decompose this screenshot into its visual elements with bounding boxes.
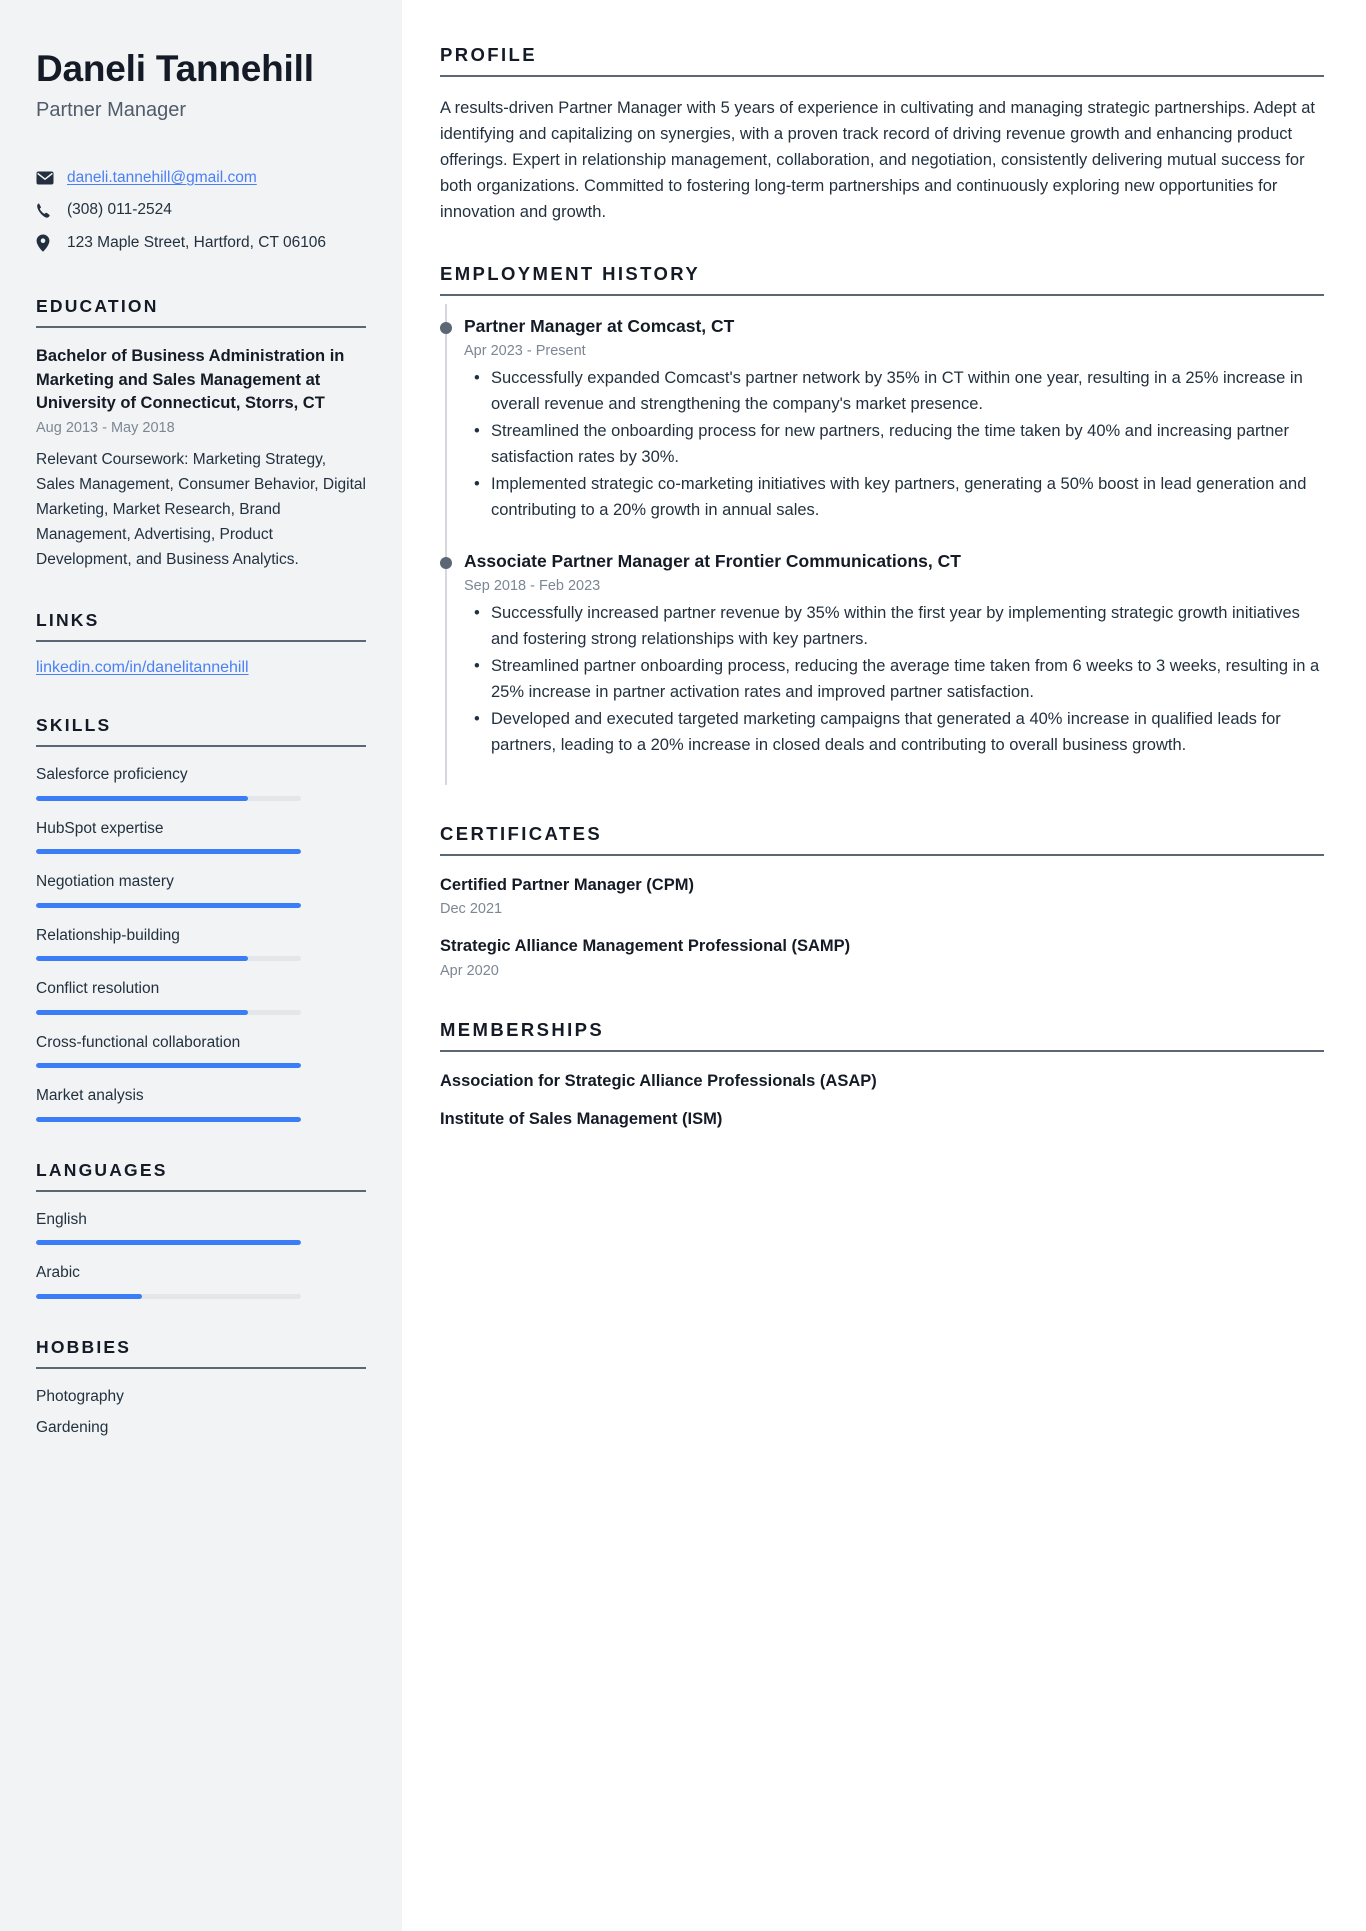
employment-bullet: • Successfully increased partner revenue by 35% within the first year by implementing strategic growth initiatives and fostering strong relationships with key partners. <box>491 601 1324 653</box>
hobbies-heading: HOBBIES <box>36 1336 132 1357</box>
list-item <box>36 659 366 677</box>
skill-level-fill <box>36 796 248 801</box>
skill-level-bar <box>36 956 301 961</box>
language-level-bar <box>36 1294 301 1299</box>
hobbies-list <box>36 1386 366 1440</box>
hobby-item: Gardening <box>36 1419 109 1437</box>
certificates-heading: CERTIFICATES <box>440 822 603 844</box>
memberships-section <box>440 1019 1324 1132</box>
profile-heading: PROFILE <box>440 44 537 65</box>
certificate-name: Strategic Alliance Management Professional (SAMP) <box>440 937 851 956</box>
skill-level-fill <box>36 903 301 908</box>
skill-level-fill <box>36 956 248 961</box>
sidebar <box>0 0 402 1931</box>
certificate-item <box>440 874 1324 920</box>
job-title-subtitle: Partner Manager <box>36 98 187 121</box>
skill-label: Conflict resolution <box>36 980 160 998</box>
section-divider <box>36 1190 366 1192</box>
languages-heading: LANGUAGES <box>36 1159 168 1180</box>
employment-dates: Sep 2018 - Feb 2023 <box>464 577 601 594</box>
page-title: Daneli Tannehill <box>36 48 314 89</box>
language-label: English <box>36 1210 87 1228</box>
skill-level-bar <box>36 1117 301 1122</box>
skills-section <box>36 715 366 1121</box>
section-divider <box>36 640 366 642</box>
employment-bullet-list <box>464 601 1324 758</box>
skill-level-bar <box>36 1063 301 1068</box>
employment-bullet: • Streamlined partner onboarding process, reducing the average time taken from 6 weeks to 3 weeks, resulting in a 25% increase in partner activation rates and improved partner satisfaction. <box>491 654 1324 706</box>
section-divider <box>36 745 366 747</box>
education-description: Relevant Coursework: Marketing Strategy, Sales Management, Consumer Behavior, Digital Marketing, Market Research, Brand Management, Advertising, Product Development, and Business Analytics. <box>36 450 366 569</box>
education-entry <box>36 345 366 572</box>
employment-bullet: • Streamlined the onboarding process for new partners, reducing the time taken by 40% and increasing partner satisfaction rates by 30%. <box>491 419 1324 471</box>
language-label: Arabic <box>36 1264 80 1282</box>
skill-item <box>36 978 366 1014</box>
contact-email-row[interactable] <box>36 167 366 189</box>
contact-address-row <box>36 232 366 254</box>
section-divider <box>440 75 1324 77</box>
language-level-fill <box>36 1294 142 1299</box>
skill-level-bar <box>36 903 301 908</box>
section-divider <box>440 1050 1324 1052</box>
links-section <box>36 610 366 677</box>
hobby-item: Photography <box>36 1387 124 1405</box>
skill-item <box>36 871 366 907</box>
memberships-list <box>440 1070 1324 1132</box>
hobbies-section <box>36 1337 366 1440</box>
skill-level-fill <box>36 1010 248 1015</box>
employment-bullet-list <box>464 366 1324 523</box>
language-item <box>36 1209 366 1245</box>
membership-item: Association for Strategic Alliance Professionals (ASAP) <box>440 1072 877 1091</box>
skill-level-fill <box>36 849 301 854</box>
skill-item <box>36 764 366 800</box>
timeline-dot-icon <box>440 557 452 569</box>
skill-label: Market analysis <box>36 1087 144 1105</box>
section-divider <box>440 294 1324 296</box>
memberships-heading: MEMBERSHIPS <box>440 1019 605 1041</box>
certificates-section <box>440 823 1324 981</box>
membership-item: Institute of Sales Management (ISM) <box>440 1110 723 1129</box>
employment-bullet: • Successfully expanded Comcast's partner network by 35% in CT within one year, resulting in a 25% increase in overall revenue and strengthening the company's market presence. <box>491 366 1324 418</box>
certificate-date: Dec 2021 <box>440 901 503 918</box>
skill-label: Salesforce proficiency <box>36 766 188 784</box>
skill-label: Cross-functional collaboration <box>36 1033 241 1051</box>
skill-level-bar <box>36 796 301 801</box>
education-degree: Bachelor of Business Administration in Marketing and Sales Management at University of Connecticut, Storrs, CT <box>36 347 345 413</box>
profile-section <box>440 44 1324 225</box>
employment-heading: EMPLOYMENT HISTORY <box>440 263 701 285</box>
employment-timeline <box>440 314 1324 784</box>
employment-dates: Apr 2023 - Present <box>464 342 586 359</box>
skill-label: Negotiation mastery <box>36 873 174 891</box>
employment-entry <box>440 314 1324 549</box>
employment-job-title: Partner Manager at Comcast, CT <box>464 316 735 337</box>
skill-level-fill <box>36 1117 301 1122</box>
section-divider <box>440 854 1324 856</box>
contact-list <box>36 167 366 254</box>
languages-section <box>36 1160 366 1299</box>
language-item <box>36 1262 366 1298</box>
skills-list <box>36 764 366 1121</box>
employment-section <box>440 263 1324 784</box>
employment-bullet: • Developed and executed targeted marketing campaigns that generated a 40% increase in qualified leads for partners, leading to a 20% increase in closed deals and contributing to overall business growth. <box>491 707 1324 759</box>
skill-label: Relationship-building <box>36 926 180 944</box>
timeline-dot-icon <box>440 322 452 334</box>
phone-value: (308) 011-2524 <box>67 201 172 219</box>
links-heading: LINKS <box>36 610 100 631</box>
education-heading: EDUCATION <box>36 296 159 317</box>
address-value: 123 Maple Street, Hartford, CT 06106 <box>67 233 327 251</box>
section-divider <box>36 1367 366 1369</box>
employment-job-title: Associate Partner Manager at Frontier Communications, CT <box>464 551 961 572</box>
skill-level-bar <box>36 849 301 854</box>
languages-list <box>36 1209 366 1299</box>
linkedin-link[interactable]: linkedin.com/in/danelitannehill <box>36 659 249 677</box>
skill-item <box>36 818 366 854</box>
skills-heading: SKILLS <box>36 715 112 736</box>
section-divider <box>36 326 366 328</box>
envelope-icon <box>36 169 56 187</box>
phone-icon <box>36 202 56 220</box>
email-link[interactable]: daneli.tannehill@gmail.com <box>67 168 257 186</box>
certificate-item <box>440 935 1324 981</box>
profile-text: A results-driven Partner Manager with 5 years of experience in cultivating and managing strategic partnerships. Adept at identifying and capitalizing on synergies, with a proven track record of driving revenue growth and enhancing product offerings. Expert in relationship management, collaboration, and negotiation, consistently delivering mutual success for both organizations. Committed to fostering long-term partnerships and continuously exploring new opportunities for innovation and growth. <box>440 99 1315 222</box>
certificates-list <box>440 874 1324 981</box>
certificate-name: Certified Partner Manager (CPM) <box>440 875 694 894</box>
language-level-bar <box>36 1240 301 1245</box>
skill-item <box>36 1085 366 1121</box>
certificate-date: Apr 2020 <box>440 962 499 979</box>
employment-bullet: • Implemented strategic co-marketing initiatives with key partners, generating a 50% boost in lead generation and contributing to a 20% growth in annual sales. <box>491 472 1324 524</box>
employment-entry <box>440 549 1324 784</box>
skill-item <box>36 925 366 961</box>
main-content <box>402 0 1366 1931</box>
skill-level-fill <box>36 1063 301 1068</box>
skill-level-bar <box>36 1010 301 1015</box>
skill-label: HubSpot expertise <box>36 819 164 837</box>
location-pin-icon <box>36 234 56 252</box>
skill-item <box>36 1032 366 1068</box>
education-dates: Aug 2013 - May 2018 <box>36 419 175 436</box>
education-section <box>36 296 366 572</box>
contact-phone-row <box>36 199 366 221</box>
language-level-fill <box>36 1240 301 1245</box>
